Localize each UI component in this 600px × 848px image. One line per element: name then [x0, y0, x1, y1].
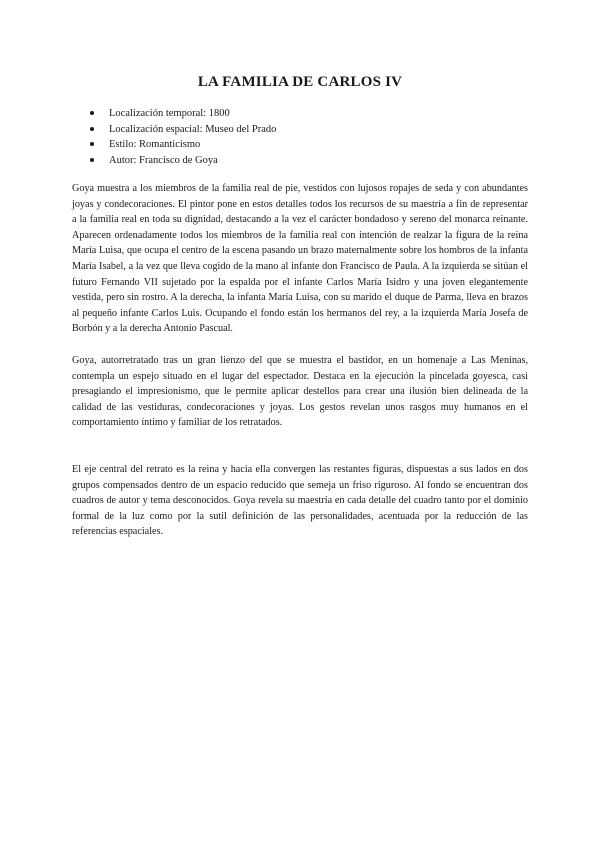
bullet-text: Localización temporal: 1800 [109, 108, 230, 119]
bullet-item-location [90, 122, 276, 138]
bullet-dot-icon [90, 158, 94, 162]
bullet-item-style [90, 137, 276, 153]
bullet-list [90, 106, 276, 168]
bullet-dot-icon [90, 127, 94, 131]
paragraph-description: Goya muestra a los miembros de la familia real de pie, vestidos con lujosos ropajes de seda y con abundantes joyas y condecoraciones. El pintor pone en estos detalles todos los recursos de su maestría a fin de representar a la familia real en toda su dignidad, destacando a la vez el carácter bondadoso y sereno del monarca reinante. Aparecen ordenadamente todos los miembros de la familia real con intención de realzar la figura de la reina María Luisa, que ocupa el centro de la escena pasando un brazo maternalmente sobre los hombros de la infanta María Isabel, a la vez que lleva cogido de la mano al infante don Francisco de Paula. A la izquierda se sitúan el futuro Fernando VII sujetado por la espalda por el infante Carlos María Isidro y una joven elegantemente vestida, pero sin rostro. A la derecha, la infanta María Luisa, con su marido el duque de Parma, lleva en brazos al pequeño infante Carlos Luis. Ocupando el fondo están los hermanos del rey, a la izquierda María Josefa de Borbón y a la derecha Antonio Pascual. [72, 183, 528, 335]
bullet-item-author [90, 153, 276, 169]
paragraph-composition: El eje central del retrato es la reina y hacia ella convergen las restantes figuras, dispuestas a sus lados en dos grupos compensados dentro de un espacio reducido que semeja un friso riguroso. Al fondo se encuentran dos cuadros de autor y tema desconocidos. Goya revela su maestría en cada detalle del cuadro tanto por el dominio formal de la luz como por la sutil definición de las personalidades, acentuada por la reducción de las referencias espaciales. [72, 464, 528, 538]
bullet-dot-icon [90, 142, 94, 146]
bullet-text: Localización espacial: Museo del Prado [109, 123, 277, 135]
paragraph-self-portrait: Goya, autorretratado tras un gran lienzo del que se muestra el bastidor, en un homenaje a Las Meninas, contempla un espejo situado en el lugar del espectador. Destaca en la ejecución la pincelada goyesca, casi presagiando el impresionismo, que le permite aplicar destellos para crear una ilusión bien delineada de la calidad de las vestiduras, condecoraciones y joyas. Los gestos revelan unos rasgos muy humanos en el comportamiento íntimo y familiar de los retratados. [72, 355, 528, 429]
bullet-dot-icon [90, 111, 94, 115]
document-title: LA FAMILIA DE CARLOS IV [197, 74, 403, 90]
bullet-text: Autor: Francisco de Goya [109, 154, 218, 166]
bullet-text: Estilo: Romanticismo [109, 139, 201, 150]
bullet-item-date [90, 106, 276, 122]
